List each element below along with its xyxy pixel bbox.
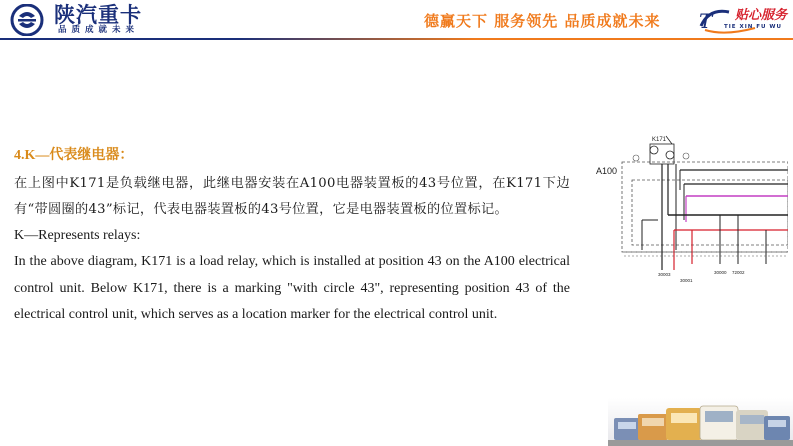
diagram-terminal-label: 30001 [680, 278, 693, 283]
service-pinyin: TIE XIN FU WU [724, 24, 782, 30]
brand-tagline: 品质成就未来 [58, 25, 140, 35]
header-slogan: 德赢天下 服务领先 品质成就未来 [424, 12, 661, 30]
content-body [14, 145, 570, 329]
service-name: 贴心服务 [735, 8, 788, 23]
section-title: 4.K—代表继电器： [14, 148, 134, 163]
diagram-terminal-label: 30003 [658, 272, 671, 277]
diagram-terminal-label: 30000 [714, 270, 727, 275]
chinese-paragraph: 在上图中K171是负载继电器，此继电器安装在A100电器装置板的43号位置，在K171下边有“带圆圈的43”标记，代表电器装置板的43号位置，它是电器装置板的位置标记。 [14, 176, 570, 217]
trucks-illustration-icon [608, 398, 793, 446]
english-paragraph: In the above diagram, K171 is a load relay, which is installed at position 43 on the A100 electrical control unit. Below K171, there is a marking "with circle 43", representing position 43 of the electrical control unit, which serves as a location marker for the electrical control unit. [14, 254, 570, 322]
shaanxi-logo-icon [10, 4, 44, 36]
header-divider [0, 38, 793, 40]
diagram-board-label: A100 [596, 166, 618, 176]
diagram-relay-label: K171 [652, 137, 667, 143]
english-heading: K—Represents relays: [14, 228, 141, 243]
brand-name: 陕汽重卡 [54, 3, 142, 27]
svg-text:T: T [699, 9, 713, 33]
diagram-terminal-label: 72002 [732, 270, 745, 275]
page-header [0, 0, 793, 38]
relay-wiring-diagram [588, 130, 788, 290]
